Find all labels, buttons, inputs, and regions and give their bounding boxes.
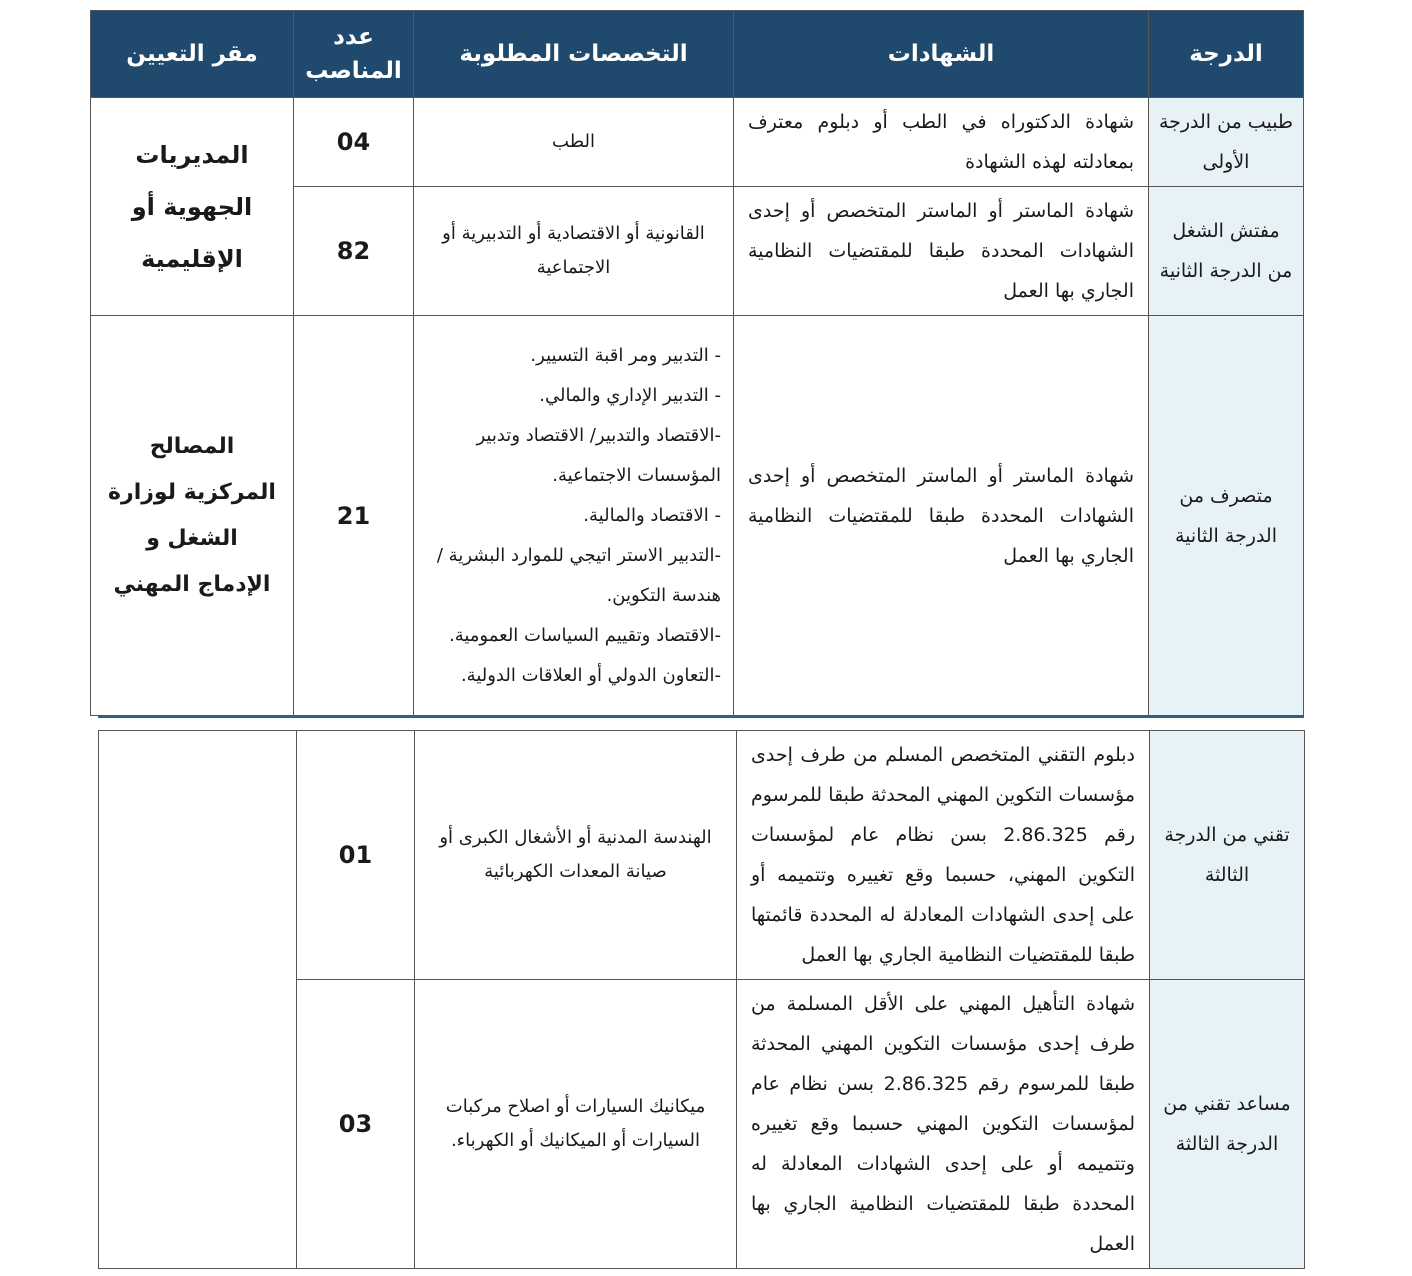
header-specializations: التخصصات المطلوبة xyxy=(414,11,734,98)
certificate-cell: شهادة التأهيل المهني على الأقل المسلمة من طرف إحدى مؤسسات التكوين المهني المحدثة طبقا للمرسوم رقم 2.86.325 بسن نظام عام لمؤسسات التكوين المهني حسبما وقع تغييره وتتميمه أو على إحدى الشهادات المعادلة له المحددة طبقا للمقتضيات النظامية الجاري بها العمل xyxy=(737,980,1150,1269)
specialization-list-cell xyxy=(414,316,734,716)
grade-cell: مساعد تقني من الدرجة الثالثة xyxy=(1150,980,1305,1269)
positions-count-cell: 01 xyxy=(297,731,415,980)
specialization-cell: الهندسة المدنية أو الأشغال الكبرى أو صيانة المعدات الكهربائية xyxy=(415,731,737,980)
recruitment-table-1 xyxy=(90,10,1304,716)
positions-count-cell: 04 xyxy=(294,98,414,187)
certificate-cell: شهادة الماستر أو الماستر المتخصص أو إحدى الشهادات المحددة طبقا للمقتضيات النظامية الجاري بها العمل xyxy=(734,187,1149,316)
header-row xyxy=(91,11,1304,98)
grade-cell: طبيب من الدرجة الأولى xyxy=(1149,98,1304,187)
specialization-list-item: - التدبير الإداري والمالي. xyxy=(539,384,721,406)
specialization-list-item: -الاقتصاد وتقييم السياسات العمومية. xyxy=(448,624,721,646)
positions-count-cell: 82 xyxy=(294,187,414,316)
table-row xyxy=(91,316,1304,716)
certificate-cell: شهادة الماستر أو الماستر المتخصص أو إحدى الشهادات المحددة طبقا للمقتضيات النظامية الجاري بها العمل xyxy=(734,316,1149,716)
specialization-cell: ميكانيك السيارات أو اصلاح مركبات السيارات أو الميكانيك أو الكهرباء. xyxy=(415,980,737,1269)
appointment-site-cell xyxy=(99,731,297,1269)
certificate-cell: شهادة الدكتوراه في الطب أو دبلوم معترف بمعادلته لهذه الشهادة xyxy=(734,98,1149,187)
grade-cell: تقني من الدرجة الثالثة xyxy=(1150,731,1305,980)
table-row xyxy=(91,98,1304,187)
specialization-list-item: -التعاون الدولي أو العلاقات الدولية. xyxy=(460,664,721,686)
positions-count-cell: 21 xyxy=(294,316,414,716)
header-appointment-site: مقر التعيين xyxy=(91,11,294,98)
recruitment-table-2 xyxy=(98,730,1305,1269)
specialization-list-item: -التدبير الاستر اتيجي للموارد البشرية / هندسة التكوين. xyxy=(436,544,721,606)
specialization-cell: الطب xyxy=(414,98,734,187)
appointment-site-cell: المديريات الجهوية أو الإقليمية xyxy=(91,98,294,316)
header-positions-count: عدد المناصب xyxy=(294,11,414,98)
header-certificates: الشهادات xyxy=(734,11,1149,98)
specialization-list-item: -الاقتصاد والتدبير/ الاقتصاد وتدبير المؤسسات الاجتماعية. xyxy=(476,424,721,486)
positions-count-cell: 03 xyxy=(297,980,415,1269)
section-divider xyxy=(98,715,1304,718)
certificate-cell: دبلوم التقني المتخصص المسلم من طرف إحدى مؤسسات التكوين المهني المحدثة طبقا للمرسوم رقم 2.86.325 بسن نظام عام لمؤسسات التكوين المهني، حسبما وقع تغييره وتتميمه أو على إحدى الشهادات المعادلة له المحددة قائمتها طبقا للمقتضيات النظامية الجاري بها العمل xyxy=(737,731,1150,980)
specialization-cell: القانونية أو الاقتصادية أو التدبيرية أو الاجتماعية xyxy=(414,187,734,316)
specialization-list-item: - التدبير ومر اقبة التسيير. xyxy=(530,344,721,366)
specialization-list-item: - الاقتصاد والمالية. xyxy=(583,504,721,526)
header-grade: الدرجة xyxy=(1149,11,1304,98)
appointment-site-cell: المصالح المركزية لوزارة الشغل و الإدماج المهني xyxy=(91,316,294,716)
grade-cell: مفتش الشغل من الدرجة الثانية xyxy=(1149,187,1304,316)
table-row xyxy=(99,731,1305,980)
grade-cell: متصرف من الدرجة الثانية xyxy=(1149,316,1304,716)
